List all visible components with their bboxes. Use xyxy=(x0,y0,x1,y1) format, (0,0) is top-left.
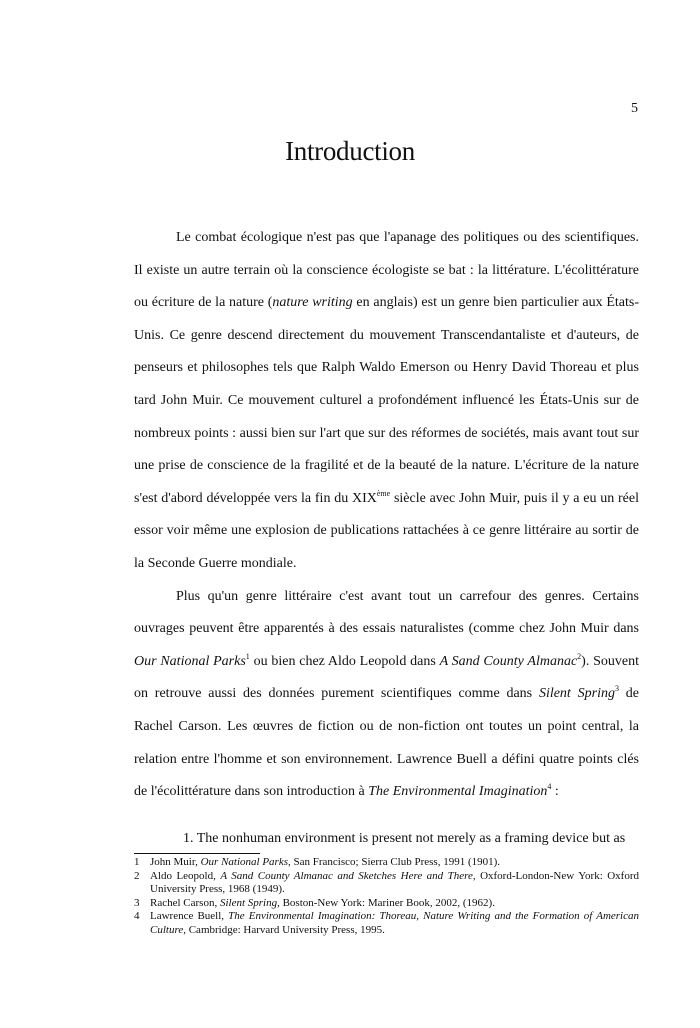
italic-title: Our National Parks xyxy=(134,653,246,669)
page-number: 5 xyxy=(631,101,638,116)
footnote xyxy=(134,856,639,870)
italic-title: Silent Spring xyxy=(538,686,615,702)
superscript: 2 xyxy=(577,651,582,661)
italic-title: Our National Parks xyxy=(200,856,288,868)
text-run: siècle avec John Muir, puis il y a eu un réel essor voir même une explosion de publications rattachées à ce genre littéraire au sortir de la Seconde Guerre mondiale. xyxy=(134,490,639,571)
text-run: Le combat écologique n'est pas que l'apanage des politiques ou des scientifiques. Il existe un autre terrain où la conscience écologiste se bat : la littérature. L'écolittérature ou écriture de la nature ( xyxy=(134,230,639,311)
italic-title: The Environmental Imagination xyxy=(368,784,548,800)
footnote xyxy=(134,870,639,897)
footnote-separator xyxy=(134,853,260,854)
text-run: en anglais) est un genre bien particulier aux États-Unis. Ce genre descend directement du mouvement Transcendantaliste et d'auteurs, de penseurs et philosophes tels que Ralph Waldo Emerson ou Henry David Thoreau et plus tard John Muir. Ce mouvement culturel a profondément influencé les États-Unis sur de nombreux points : aussi bien sur l'art que sur des réformes de sociétés, mais avant tout sur une prise de conscience de la fragilité et de la beauté de la nature. L'écriture de la nature s'est d'abord développée vers la fin du XIX xyxy=(134,295,639,506)
footnote-text xyxy=(150,856,639,870)
superscript: 3 xyxy=(614,684,619,694)
superscript: 1 xyxy=(245,651,250,661)
footnote xyxy=(134,897,639,911)
italic-title: The Environmental Imagination: Thoreau, Nature Writing and the Formation of American Culture xyxy=(150,910,639,936)
footnote-number: 2 xyxy=(134,869,140,882)
text-run: de Rachel Carson. Les œuvres de fiction ou de non-fiction ont toutes un point central, la relation entre l'homme et son environnement. Lawrence Buell a défini quatre points clés de l'écolittérature dans son introduction à xyxy=(134,686,639,800)
list-item-number: 1. xyxy=(183,831,194,846)
text-run: ). Souvent on retrouve aussi des données purement scientifiques comme dans xyxy=(134,653,639,702)
footnote-text xyxy=(150,870,639,897)
text-run: Lawrence Buell, xyxy=(150,910,229,923)
superscript: 4 xyxy=(547,782,552,792)
footnote-number: 3 xyxy=(134,896,140,909)
text-run: , Boston-New York: Mariner Book, 2002, (1962). xyxy=(277,896,495,909)
text-run: Rachel Carson, xyxy=(150,896,220,909)
list-item-text: The nonhuman environment is present not merely as a framing device but as xyxy=(196,831,626,846)
paragraph xyxy=(134,222,639,581)
text-run: , San Francisco; Sierra Club Press, 1991 (1901). xyxy=(288,856,501,868)
list-item xyxy=(183,831,643,847)
text-run: , Cambridge: Harvard University Press, 1995. xyxy=(183,923,385,936)
text-run: John Muir, xyxy=(150,856,201,868)
text-run: , Oxford-London-New York: Oxford University Press, 1968 (1949). xyxy=(150,869,639,896)
italic-title: nature writing xyxy=(272,295,353,311)
footnote xyxy=(134,910,639,937)
paragraph xyxy=(134,581,639,809)
footnotes xyxy=(134,856,639,938)
superscript: ème xyxy=(376,488,391,498)
text-run: : xyxy=(551,784,559,800)
text-run: Aldo Leopold, xyxy=(150,869,221,882)
footnote-number: 4 xyxy=(134,910,140,923)
text-run: ou bien chez Aldo Leopold dans xyxy=(249,653,440,669)
italic-title: A Sand County Almanac and Sketches Here and There xyxy=(220,869,473,882)
footnote-text xyxy=(150,897,639,911)
italic-title: A Sand County Almanac xyxy=(439,653,578,669)
footnote-number: 1 xyxy=(134,856,140,868)
italic-title: Silent Spring xyxy=(219,896,278,909)
footnote-text xyxy=(150,910,639,937)
body-text xyxy=(134,222,639,809)
page-title: Introduction xyxy=(285,136,415,166)
text-run: Plus qu'un genre littéraire c'est avant tout un carrefour des genres. Certains ouvrages peuvent être apparentés à des essais naturalistes (comme chez John Muir dans xyxy=(134,588,639,637)
